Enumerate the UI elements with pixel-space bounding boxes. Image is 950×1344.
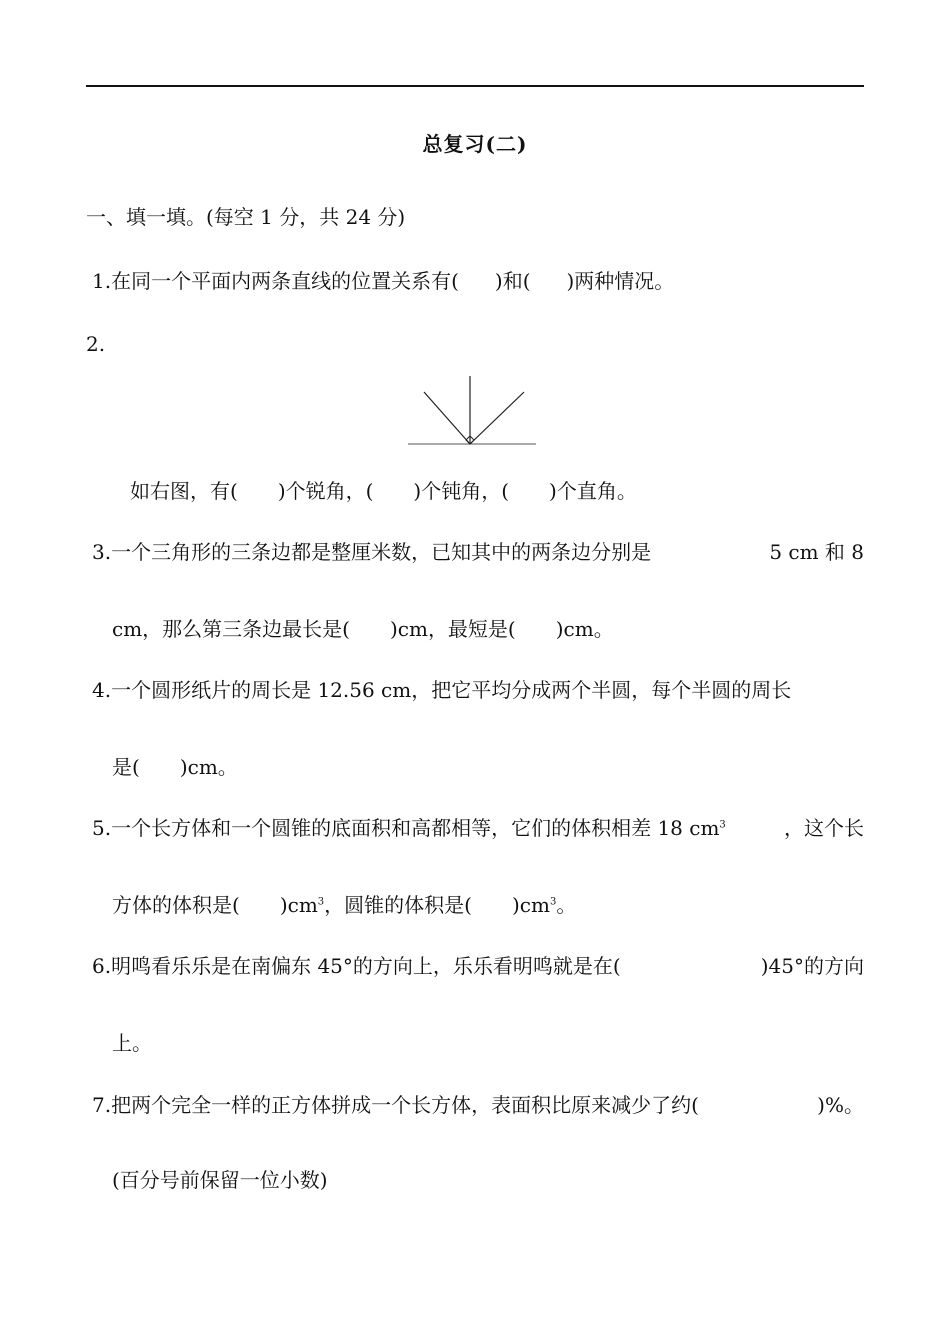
question-7-line-1: 7.把两个完全一样的正方体拼成一个长方体，表面积比原来减少了约( )%。 bbox=[92, 1093, 864, 1117]
blank[interactable] bbox=[646, 952, 736, 980]
q1-text-c: )两种情况。 bbox=[566, 269, 675, 293]
q1-text-b: )和( bbox=[494, 269, 531, 293]
question-6-line-1: 6.明鸣看乐乐是在南偏东 45°的方向上，乐乐看明鸣就是在( )45°的方向 bbox=[92, 954, 864, 978]
right-ray bbox=[470, 392, 524, 444]
question-5-line-2: 方体的体积是( )$cm^3$，圆锥的体积是( )$cm^3$。 bbox=[112, 893, 577, 917]
question-4-line-1: 4.一个圆形纸片的周长是 12.56 cm，把它平均分成两个半圆，每个半圆的周长 bbox=[92, 678, 792, 702]
question-7-line-2: (百分号前保留一位小数) bbox=[112, 1168, 328, 1192]
page-title: 总复习(二) bbox=[422, 132, 528, 156]
section-heading: 一、填一填。(每空 1 分，共 24 分) bbox=[86, 205, 406, 229]
blank[interactable] bbox=[741, 1091, 775, 1119]
question-3-line-1: 3.一个三角形的三条边都是整厘米数，已知其中的两条边分别是 5 cm 和 8 bbox=[92, 540, 864, 564]
question-2: 如右图，有( )个锐角，( )个钝角，( )个直角。 bbox=[130, 479, 637, 503]
question-1 bbox=[92, 267, 674, 295]
question-5-line-1: 5.一个长方体和一个圆锥的底面积和高都相等，它们的体积相差 18 $cm^3$ ，这个长 bbox=[92, 816, 864, 840]
question-6-line-2: 上。 bbox=[112, 1031, 152, 1055]
question-2-number: 2. bbox=[86, 332, 106, 356]
q1-text-a: 1.在同一个平面内两条直线的位置关系有( bbox=[92, 269, 459, 293]
angle-figure bbox=[408, 376, 538, 452]
question-3-line-2: cm，那么第三条边最长是( )cm，最短是( )cm。 bbox=[112, 617, 614, 641]
left-ray bbox=[424, 392, 470, 444]
top-rule bbox=[86, 85, 864, 87]
question-4-line-2: 是( )cm。 bbox=[112, 755, 238, 779]
